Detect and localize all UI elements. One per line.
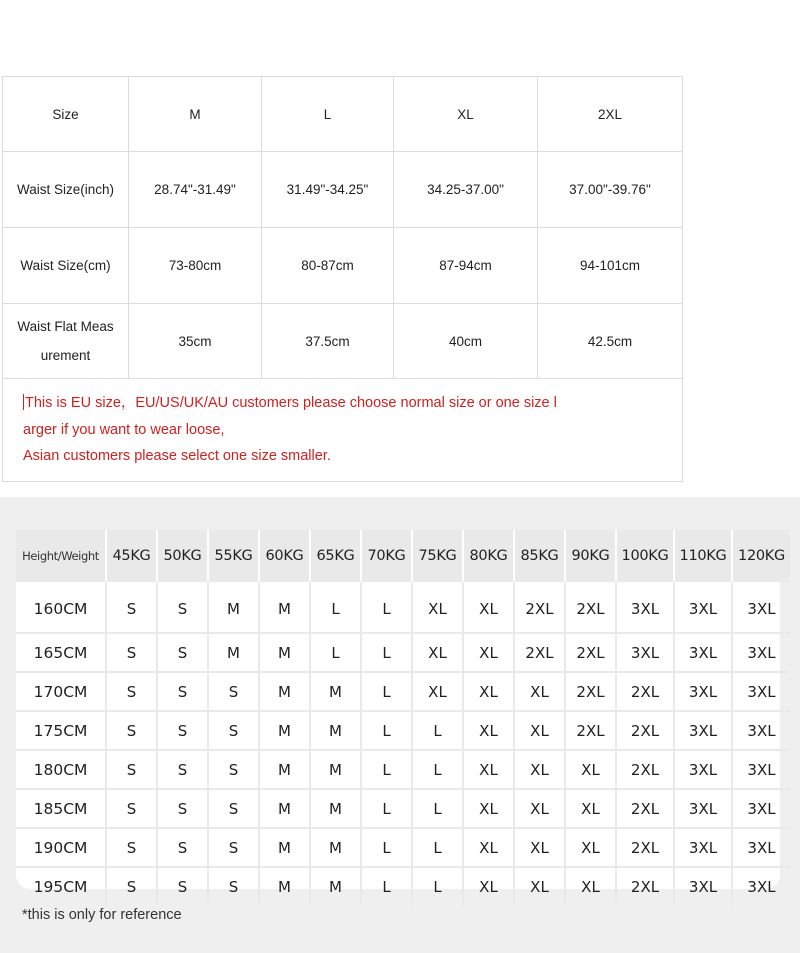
table-cell: 37.00"-39.76": [538, 152, 683, 228]
size-cell: S: [106, 867, 157, 905]
table-row: [16, 672, 790, 711]
size-cell: XL: [514, 828, 565, 867]
table-cell: 35cm: [129, 304, 262, 379]
size-cell: XL: [463, 750, 514, 789]
size-cell: S: [157, 711, 208, 750]
table-row: [16, 750, 790, 789]
table-cell: 73-80cm: [129, 228, 262, 304]
size-cell: 3XL: [674, 672, 732, 711]
size-cell: XL: [463, 672, 514, 711]
size-cell: 2XL: [616, 867, 674, 905]
size-cell: L: [412, 711, 463, 750]
size-cell: 2XL: [616, 672, 674, 711]
size-cell: L: [310, 633, 361, 672]
size-cell: S: [208, 828, 259, 867]
size-spec-table: [2, 76, 683, 482]
weight-header: 55KG: [208, 530, 259, 582]
note-line: [23, 390, 682, 417]
size-cell: 3XL: [674, 867, 732, 905]
row-label: [3, 304, 129, 379]
table-cell: 42.5cm: [538, 304, 683, 379]
size-cell: 2XL: [616, 828, 674, 867]
size-cell: S: [208, 789, 259, 828]
size-cell: L: [412, 828, 463, 867]
size-cell: L: [361, 582, 412, 633]
size-cell: 3XL: [674, 750, 732, 789]
weight-header: 60KG: [259, 530, 310, 582]
size-header-xl: XL: [394, 77, 538, 152]
height-label: 170CM: [16, 672, 106, 711]
size-cell: M: [310, 750, 361, 789]
size-cell: M: [259, 750, 310, 789]
table-row: [16, 828, 790, 867]
weight-header: 85KG: [514, 530, 565, 582]
weight-header: 80KG: [463, 530, 514, 582]
size-cell: S: [157, 633, 208, 672]
row-label: Waist Size(cm): [3, 228, 129, 304]
size-cell: 2XL: [616, 750, 674, 789]
size-cell: XL: [412, 633, 463, 672]
size-cell: 2XL: [616, 711, 674, 750]
size-cell: 2XL: [565, 582, 616, 633]
size-cell: 3XL: [732, 711, 790, 750]
height-label: 185CM: [16, 789, 106, 828]
table-cell: 31.49"-34.25": [262, 152, 394, 228]
size-cell: 3XL: [674, 828, 732, 867]
size-cell: 3XL: [732, 789, 790, 828]
size-cell: M: [259, 828, 310, 867]
size-cell: L: [412, 750, 463, 789]
weight-header: 100KG: [616, 530, 674, 582]
waist-inch-row: [3, 152, 683, 228]
size-cell: 3XL: [732, 750, 790, 789]
text-cursor: [23, 394, 24, 410]
height-label: 160CM: [33, 600, 88, 618]
size-cell: 3XL: [732, 672, 790, 711]
size-cell: L: [361, 672, 412, 711]
size-header-l: L: [262, 77, 394, 152]
size-cell: 3XL: [732, 582, 790, 633]
size-cell: 3XL: [674, 789, 732, 828]
table-cell: 94-101cm: [538, 228, 683, 304]
size-cell: XL: [565, 828, 616, 867]
sizing-note-row: [3, 379, 683, 482]
table-cell: 87-94cm: [394, 228, 538, 304]
size-cell: S: [157, 789, 208, 828]
size-cell: XL: [463, 828, 514, 867]
height-label: 165CM: [16, 633, 106, 672]
size-cell: 3XL: [616, 633, 674, 672]
size-cell: M: [259, 789, 310, 828]
size-cell: 3XL: [674, 582, 732, 633]
size-cell: L: [361, 828, 412, 867]
height-rows: [16, 582, 790, 905]
size-cell: S: [157, 867, 208, 905]
size-cell: 3XL: [732, 867, 790, 905]
size-cell: S: [106, 633, 157, 672]
size-header-row: [3, 77, 683, 152]
size-cell: XL: [463, 711, 514, 750]
size-cell: XL: [514, 750, 565, 789]
size-cell: XL: [412, 582, 463, 633]
size-cell: S: [208, 711, 259, 750]
size-cell: XL: [514, 672, 565, 711]
note-text: This is EU size，EU/US/UK/AU customers please choose normal size or one size l: [25, 395, 557, 412]
size-cell: M: [208, 633, 259, 672]
size-cell: M: [310, 867, 361, 905]
size-cell: M: [259, 867, 310, 905]
height-label: 190CM: [16, 828, 106, 867]
size-cell: 2XL: [616, 789, 674, 828]
size-cell: 2XL: [514, 582, 565, 633]
row-label: Waist Size(inch): [3, 152, 129, 228]
weight-header: 70KG: [361, 530, 412, 582]
size-cell: XL: [565, 789, 616, 828]
note-line: Asian customers please select one size smaller.: [23, 448, 331, 465]
size-cell: S: [106, 750, 157, 789]
size-cell: L: [361, 789, 412, 828]
weight-header: 110KG: [674, 530, 732, 582]
table-row: [16, 789, 790, 828]
size-cell: L: [412, 789, 463, 828]
table-cell: 28.74"-31.49": [129, 152, 262, 228]
height-label: 195CM: [16, 867, 106, 905]
note-line: arger if you want to wear loose,: [23, 421, 225, 438]
size-cell: 2XL: [565, 633, 616, 672]
size-cell: S: [208, 750, 259, 789]
table-row: [16, 633, 790, 672]
size-cell: XL: [412, 672, 463, 711]
size-cell: 3XL: [674, 633, 732, 672]
size-cell: XL: [463, 867, 514, 905]
size-cell: S: [208, 672, 259, 711]
weight-header: 75KG: [412, 530, 463, 582]
size-cell: M: [310, 711, 361, 750]
table-row: [16, 711, 790, 750]
size-cell: S: [106, 672, 157, 711]
size-cell: S: [106, 582, 157, 633]
size-cell: XL: [565, 750, 616, 789]
size-cell: L: [361, 750, 412, 789]
size-cell: M: [310, 789, 361, 828]
size-cell: 3XL: [616, 582, 674, 633]
corner-label: Height/Weight: [16, 530, 106, 582]
size-cell: XL: [463, 582, 514, 633]
size-cell: XL: [514, 789, 565, 828]
table-cell: 80-87cm: [262, 228, 394, 304]
weight-header: 50KG: [157, 530, 208, 582]
size-cell: XL: [463, 789, 514, 828]
size-header-m: M: [129, 77, 262, 152]
size-cell: XL: [463, 633, 514, 672]
table-cell: 34.25-37.00": [394, 152, 538, 228]
waist-flat-row: [3, 304, 683, 379]
size-cell: M: [259, 582, 310, 633]
size-cell: S: [106, 789, 157, 828]
size-cell: S: [106, 711, 157, 750]
table-cell: 37.5cm: [262, 304, 394, 379]
sizing-note: [3, 379, 683, 482]
size-cell: L: [361, 633, 412, 672]
size-cell: S: [157, 828, 208, 867]
size-cell: S: [157, 672, 208, 711]
weight-header: 120KG: [732, 530, 790, 582]
size-cell: M: [310, 672, 361, 711]
weight-header: 65KG: [310, 530, 361, 582]
height-weight-panel: [0, 497, 800, 953]
height-weight-table: [16, 530, 790, 905]
size-cell: S: [208, 867, 259, 905]
size-cell: S: [106, 828, 157, 867]
row-label-line: urement: [40, 348, 91, 363]
weight-header-row: [16, 530, 790, 582]
size-cell: S: [157, 750, 208, 789]
size-cell: M: [208, 582, 259, 633]
size-cell: 2XL: [565, 672, 616, 711]
waist-cm-row: [3, 228, 683, 304]
size-header-label: Size: [3, 77, 129, 152]
height-label: 175CM: [16, 711, 106, 750]
size-cell: M: [310, 828, 361, 867]
size-cell: 2XL: [565, 711, 616, 750]
weight-header: 90KG: [565, 530, 616, 582]
table-row: [16, 582, 790, 633]
size-cell: M: [259, 711, 310, 750]
size-cell: L: [361, 867, 412, 905]
table-row: [16, 867, 790, 905]
size-cell: 3XL: [732, 828, 790, 867]
size-cell: L: [412, 867, 463, 905]
size-cell: S: [157, 582, 208, 633]
size-cell: L: [310, 582, 361, 633]
size-cell: 3XL: [732, 633, 790, 672]
size-cell: 2XL: [514, 633, 565, 672]
size-cell: 3XL: [674, 711, 732, 750]
row-label-line: Waist Flat Meas: [17, 319, 114, 334]
size-cell: XL: [514, 711, 565, 750]
size-cell: XL: [565, 867, 616, 905]
height-weight-card: [16, 530, 785, 896]
table-cell: 40cm: [394, 304, 538, 379]
size-cell: XL: [514, 867, 565, 905]
weight-header: 45KG: [106, 530, 157, 582]
height-label: 180CM: [16, 750, 106, 789]
size-header-2xl: 2XL: [538, 77, 683, 152]
size-cell: M: [259, 633, 310, 672]
reference-footnote: *this is only for reference: [22, 907, 182, 923]
size-cell: M: [259, 672, 310, 711]
size-cell: L: [361, 711, 412, 750]
